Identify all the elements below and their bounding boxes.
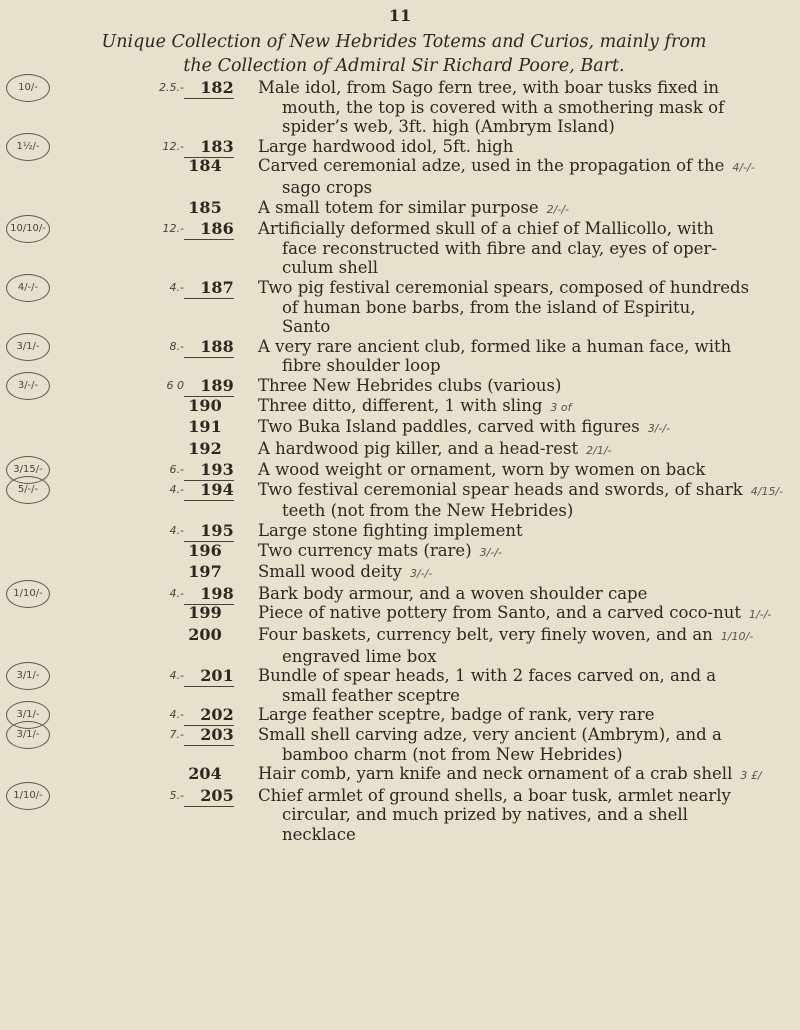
lot-description-line: Bark body armour, and a woven shoulder cape [258, 583, 648, 603]
lot-price-note: 4.- [169, 524, 184, 538]
lot-item [0, 603, 800, 625]
lot-number: 197 [188, 562, 222, 582]
lot-price-note: 4.- [169, 586, 184, 600]
lot-number: 195 [200, 521, 234, 541]
lot-description-continuation: mouth, the top is covered with a smothering mask of [282, 97, 725, 117]
lot-description-line: Artificially deformed skull of a chief of Mallicollo, with [258, 219, 714, 239]
lot-price-note: 5.- [169, 788, 184, 802]
lot-number: 183 [200, 136, 234, 156]
catalogue-heading [34, 30, 774, 78]
lot-estimate-badge: 3/-/- [6, 372, 50, 400]
lot-description [258, 396, 788, 418]
lot-description [258, 278, 788, 337]
lot-description [258, 786, 788, 845]
handwritten-annotation: 4/-/- [732, 161, 755, 175]
lot-estimate-badge: 10/- [6, 74, 50, 102]
lot-number: 193 [200, 460, 234, 480]
lot-number: 194 [200, 479, 234, 499]
lot-number: 191 [188, 417, 222, 437]
lot-description-continuation: sago crops [282, 177, 373, 197]
heading-line-2: the Collection of Admiral Sir Richard Poore, Bart. [183, 56, 625, 76]
lot-number: 189 [200, 375, 234, 395]
lot-description-line: Hair comb, yarn knife and neck ornament of a crab shell [258, 764, 733, 784]
lot-price-note: 8.- [169, 339, 184, 353]
lot-sold-underline [184, 239, 234, 240]
lot-description-line: Four baskets, currency belt, very finely woven, and an [258, 625, 713, 645]
lot-description [258, 480, 788, 521]
lot-number: 202 [200, 705, 234, 725]
page-number: 11 [388, 6, 412, 25]
lot-description [258, 219, 788, 278]
lot-sold-underline [184, 686, 234, 687]
lot-price-note: 2.5.- [159, 81, 184, 94]
lot-number: 198 [200, 583, 234, 603]
lot-estimate-badge: 1½/- [6, 133, 50, 161]
lot-number: 188 [200, 336, 234, 356]
lot-description-line: Male idol, from Sago fern tree, with boar tusks fixed in [258, 78, 720, 97]
heading-line-1: Unique Collection of New Hebrides Totems and Curios, mainly from [101, 32, 707, 52]
handwritten-annotation: 3/-/- [479, 545, 502, 559]
lot-sold-underline [184, 806, 234, 807]
lot-description [258, 337, 788, 376]
lot-sold-underline [184, 357, 234, 358]
lot-description [258, 541, 788, 563]
lot-price-note: 4.- [169, 280, 184, 294]
lot-estimate-badge: 4/-/- [6, 274, 50, 302]
lot-item [0, 764, 800, 786]
lot-sold-underline [184, 298, 234, 299]
lot-description-continuation: necklace [282, 824, 356, 844]
lot-description [258, 156, 788, 197]
lot-price-note: 6.- [169, 463, 184, 477]
lot-description-line: A hardwood pig killer, and a head-rest [258, 438, 579, 458]
lot-item [0, 625, 800, 666]
lot-number: 196 [188, 540, 222, 560]
lot-description [258, 666, 788, 705]
lot-description [258, 198, 788, 220]
lot-item [0, 725, 800, 764]
lot-sold-underline [184, 98, 234, 99]
lot-item [0, 521, 800, 541]
lot-description-continuation: teeth (not from the New Hebrides) [282, 501, 574, 521]
lot-price-note: 12.- [162, 222, 184, 236]
lot-number: 187 [200, 277, 234, 297]
handwritten-annotation: 4/15/- [750, 484, 784, 498]
lot-item [0, 337, 800, 376]
lot-estimate-badge: 3/15/- [6, 456, 50, 484]
lot-description-line: Three ditto, different, 1 with sling [258, 395, 543, 415]
lot-description [258, 439, 788, 461]
lot-description-line: Large feather sceptre, badge of rank, very rare [258, 705, 655, 725]
lot-number: 190 [188, 395, 222, 415]
lot-description [258, 625, 788, 666]
lot-estimate-badge: 10/10/- [6, 215, 50, 243]
lot-description-line: A very rare ancient club, formed like a human face, with [258, 336, 732, 356]
lot-estimate-badge: 3/1/- [6, 662, 50, 690]
handwritten-annotation: 3/-/- [409, 567, 433, 581]
lot-price-note: 7.- [169, 728, 184, 741]
lot-description [258, 521, 788, 541]
lot-description [258, 603, 788, 625]
lot-item [0, 666, 800, 705]
lot-price-note: 4.- [169, 482, 184, 496]
lot-number: 186 [200, 219, 234, 239]
lot-number: 203 [200, 725, 234, 744]
lot-list [0, 78, 800, 845]
lot-item [0, 541, 800, 563]
lot-description-line: Small wood deity [258, 562, 402, 582]
lot-estimate-badge: 1/10/- [6, 580, 50, 608]
lot-description-continuation: fibre shoulder loop [282, 356, 441, 376]
lot-description [258, 376, 788, 396]
lot-description-line: Two festival ceremonial spear heads and swords, of shark [258, 479, 743, 499]
lot-number: 204 [188, 764, 222, 784]
lot-price-note: 4.- [169, 669, 184, 683]
lot-description-continuation: spider’s web, 3ft. high (Ambrym Island) [282, 117, 615, 137]
lot-number: 201 [200, 666, 234, 686]
handwritten-annotation: 3 £/ [740, 769, 762, 783]
lot-description [258, 705, 788, 725]
lot-number: 205 [200, 785, 234, 805]
lot-description-line: Two pig festival ceremonial spears, composed of hundreds [258, 277, 750, 297]
lot-item [0, 417, 800, 439]
lot-estimate-badge: 3/1/- [6, 333, 50, 361]
lot-price-note: 4.- [169, 708, 184, 722]
lot-description [258, 764, 788, 786]
lot-description-line: Large stone fighting implement [258, 521, 523, 541]
lot-item [0, 198, 800, 220]
lot-description-line: A wood weight or ornament, worn by women on back [258, 460, 706, 480]
lot-description-line: Two currency mats (rare) [258, 540, 472, 560]
lot-estimate-badge: 3/1/- [6, 701, 50, 729]
lot-item [0, 137, 800, 157]
lot-item [0, 156, 800, 197]
lot-number: 192 [188, 438, 222, 458]
lot-item [0, 396, 800, 418]
lot-estimate-badge: 5/-/- [6, 476, 50, 504]
lot-description-line: Piece of native pottery from Santo, and a carved coco-nut [258, 603, 742, 623]
lot-description [258, 562, 788, 584]
lot-description-continuation: circular, and much prized by natives, and a shell [282, 805, 688, 825]
lot-description [258, 725, 788, 764]
lot-description-line: Chief armlet of ground shells, a boar tusk, armlet nearly [258, 785, 731, 805]
lot-description [258, 417, 788, 439]
lot-description-continuation: face reconstructed with fibre and clay, eyes of oper- [282, 238, 717, 258]
lot-description-continuation: of human bone barbs, from the island of Espiritu, [282, 297, 696, 317]
lot-description-continuation: bamboo charm (not from New Hebrides) [282, 744, 623, 764]
lot-estimate-badge: 3/1/- [6, 721, 50, 749]
lot-number: 199 [188, 603, 222, 623]
lot-item [0, 78, 800, 137]
lot-description [258, 460, 788, 480]
handwritten-annotation: 3/-/- [647, 422, 671, 436]
handwritten-annotation: 2/1/- [586, 443, 612, 457]
lot-description-line: Small shell carving adze, very ancient (Ambrym), and a [258, 725, 722, 744]
lot-description-continuation: engraved lime box [282, 646, 437, 666]
lot-sold-underline [184, 745, 234, 746]
lot-number: 185 [188, 197, 222, 217]
lot-description [258, 78, 788, 137]
lot-number: 182 [200, 78, 234, 97]
lot-item [0, 705, 800, 725]
lot-description-line: Three New Hebrides clubs (various) [258, 375, 562, 395]
lot-item [0, 278, 800, 337]
lot-description-continuation: culum shell [282, 258, 379, 278]
handwritten-annotation: 2/-/- [546, 202, 570, 216]
handwritten-annotation: 1/10/- [720, 630, 754, 644]
lot-item [0, 786, 800, 845]
lot-description-line: Large hardwood idol, 5ft. high [258, 136, 514, 156]
lot-number: 184 [188, 156, 222, 176]
lot-item [0, 439, 800, 461]
lot-item [0, 584, 800, 604]
lot-description-line: A small totem for similar purpose [258, 197, 539, 217]
lot-number: 200 [188, 625, 222, 645]
lot-item [0, 480, 800, 521]
handwritten-annotation: 3 of [550, 400, 572, 414]
lot-estimate-badge: 1/10/- [6, 782, 50, 810]
lot-description-line: Two Buka Island paddles, carved with figures [258, 417, 640, 437]
lot-description [258, 137, 788, 157]
lot-description-continuation: Santo [282, 317, 331, 337]
lot-item [0, 460, 800, 480]
lot-price-note: 12.- [162, 139, 184, 153]
handwritten-annotation: 1/-/- [749, 608, 772, 622]
lot-item [0, 376, 800, 396]
lot-description-line: Bundle of spear heads, 1 with 2 faces carved on, and a [258, 666, 717, 686]
lot-item [0, 219, 800, 278]
lot-price-note: 6 0 [166, 378, 184, 392]
lot-sold-underline [184, 500, 234, 501]
lot-description [258, 584, 788, 604]
lot-description-line: Carved ceremonial adze, used in the propagation of the [258, 156, 725, 176]
lot-item [0, 562, 800, 584]
lot-description-continuation: small feather sceptre [282, 685, 460, 705]
